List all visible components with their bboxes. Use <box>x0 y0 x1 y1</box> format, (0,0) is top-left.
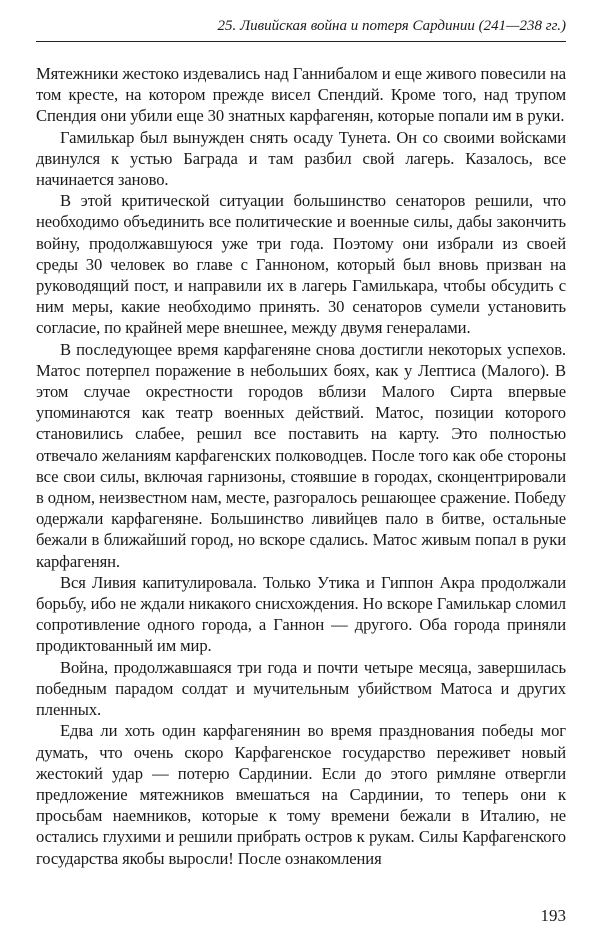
paragraph: Война, продолжавшаяся три года и почти четыре месяца, завершилась победным парадом солдат и мучительным убийством Матоса и других пленных. <box>36 657 566 720</box>
paragraph: Гамилькар был вынужден снять осаду Тунета. Он со своими войсками двинулся к устью Баграда и там разбил свой лагерь. Казалось, все начинается заново. <box>36 127 566 190</box>
running-title: 25. Ливийская война и потеря Сардинии (241—238 гг.) <box>217 18 566 34</box>
paragraph: Едва ли хоть один карфагенянин во время празднования победы мог думать, что очень скоро Карфагенское государство переживет новый жестокий удар — потерю Сардинии. Если до этого римляне отвергли предложение мятежников вмешаться на Сардинии, то теперь они к просьбам наемников, которые к тому времени бежали в Италию, не остались глухими и решили прибрать остров к рукам. Силы Карфагенского государства якобы выросли! После ознакомления <box>36 721 566 868</box>
running-header <box>36 16 566 42</box>
page-number: 193 <box>540 906 566 925</box>
paragraph: В последующее время карфагеняне снова достигли некоторых успехов. Матос потерпел поражение в небольших боях, как у Лептиса (Малого). В этом случае окрестности городов вблизи Малого Сирта впервые упоминаются как театр военных действий. Матос, позиции которого становились слабее, решил все поставить на карту. Это полностью отвечало желаниям карфагенских полководцев. После того как обе стороны все свои силы, включая гарнизоны, стоявшие в городах, сконцентрировали в одном, неизвестном нам, месте, разгоралось решающее сражение. Победу одержали карфагеняне. Большинство ливийцев пало в битве, остальные бежали в ближайший город, но вскоре сдались. Матос живым попал в руки карфагенян. <box>36 339 566 571</box>
paragraph: Вся Ливия капитулировала. Только Утика и Гиппон Акра продолжали борьбу, ибо не ждали никакого снисхождения. Но вскоре Гамилькар сломил сопротивление одного города, а Ганнон — другого. Оба города приняли продиктованный им мир. <box>36 572 566 656</box>
body-text <box>36 63 566 869</box>
paragraph: Мятежники жестоко издевались над Ганнибалом и еще живого повесили на том кресте, на котором прежде висел Спендий. Кроме того, над трупом Спендия они убили еще 30 знатных карфагенян, которые попали им в руки. <box>36 64 566 126</box>
paragraph: В этой критической ситуации большинство сенаторов решили, что необходимо объединить все политические и военные силы, дабы закончить войну, продолжавшуюся уже три года. Поэтому они избрали из своей среды 30 человек во главе с Ганноном, который был вновь призван на руководящий пост, и направили их в лагерь Гамилькара, чтобы обсудить с ним меры, какие необходимо принять. 30 сенаторов сумели установить согласие, по крайней мере внешнее, между двумя генералами. <box>36 191 566 338</box>
